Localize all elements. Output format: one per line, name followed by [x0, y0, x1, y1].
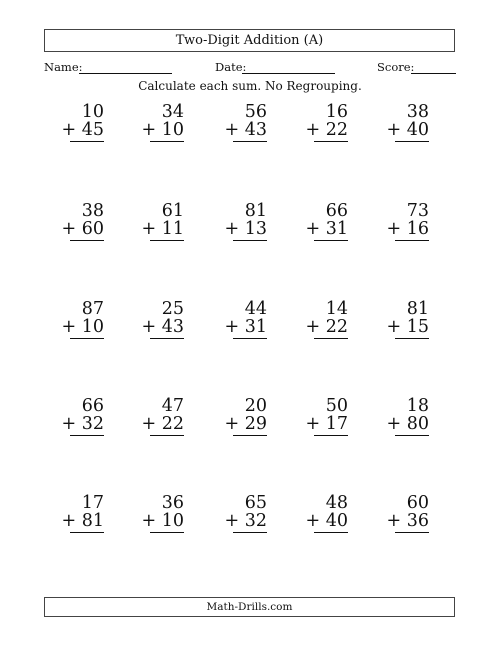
addend-bottom: + 17 [305, 414, 348, 434]
addend-bottom: + 60 [61, 219, 104, 239]
sum-line [70, 532, 104, 533]
addend-top: 18 [406, 396, 429, 416]
addend-top: 47 [161, 396, 184, 416]
sum-line [233, 338, 267, 339]
sum-line [150, 240, 184, 241]
addend-top: 16 [325, 102, 348, 122]
problem [126, 202, 184, 241]
sum-line [314, 338, 348, 339]
sum-line [395, 240, 429, 241]
addend-bottom: + 36 [386, 511, 429, 531]
sum-line [70, 240, 104, 241]
problem [209, 202, 267, 241]
sum-line [150, 141, 184, 142]
sum-line [233, 532, 267, 533]
addend-bottom: + 29 [224, 414, 267, 434]
addend-top: 81 [406, 299, 429, 319]
worksheet-title-box [44, 29, 455, 52]
problem [209, 300, 267, 339]
sum-line [150, 435, 184, 436]
addend-bottom: + 22 [141, 414, 184, 434]
addend-bottom: + 15 [386, 317, 429, 337]
date-label: Date: [215, 60, 247, 74]
problem [46, 300, 104, 339]
addend-top: 17 [81, 493, 104, 513]
addend-top: 14 [325, 299, 348, 319]
sum-line [314, 240, 348, 241]
problem [371, 300, 429, 339]
addend-bottom: + 31 [224, 317, 267, 337]
sum-line [70, 435, 104, 436]
problem [371, 103, 429, 142]
problem [290, 494, 348, 533]
addend-bottom: + 40 [386, 120, 429, 140]
problem [209, 397, 267, 436]
problem [126, 103, 184, 142]
sum-line [395, 141, 429, 142]
addend-bottom: + 16 [386, 219, 429, 239]
sum-line [395, 435, 429, 436]
addend-top: 38 [406, 102, 429, 122]
sum-line [314, 435, 348, 436]
name-label: Name: [44, 60, 83, 74]
addend-top: 25 [161, 299, 184, 319]
footer-box [44, 597, 455, 617]
addend-bottom: + 22 [305, 120, 348, 140]
addend-top: 34 [161, 102, 184, 122]
problem [209, 103, 267, 142]
addend-bottom: + 80 [386, 414, 429, 434]
score-line[interactable] [411, 73, 456, 74]
problem [290, 202, 348, 241]
problem [290, 103, 348, 142]
addend-bottom: + 10 [61, 317, 104, 337]
sum-line [314, 141, 348, 142]
addend-bottom: + 10 [141, 120, 184, 140]
worksheet-title: Two-Digit Addition (A) [175, 33, 324, 48]
sum-line [233, 141, 267, 142]
addend-bottom: + 32 [224, 511, 267, 531]
addend-top: 36 [161, 493, 184, 513]
addend-bottom: + 43 [224, 120, 267, 140]
sum-line [395, 532, 429, 533]
addend-bottom: + 22 [305, 317, 348, 337]
score-label: Score: [377, 60, 415, 74]
sum-line [395, 338, 429, 339]
addend-top: 48 [325, 493, 348, 513]
date-line[interactable] [242, 73, 335, 74]
problem [126, 494, 184, 533]
addend-top: 60 [406, 493, 429, 513]
problem [46, 103, 104, 142]
addend-bottom: + 81 [61, 511, 104, 531]
addend-bottom: + 31 [305, 219, 348, 239]
addend-top: 38 [81, 201, 104, 221]
addend-top: 20 [244, 396, 267, 416]
problem [371, 397, 429, 436]
addend-bottom: + 11 [141, 219, 184, 239]
sum-line [233, 435, 267, 436]
addend-top: 73 [406, 201, 429, 221]
problem [371, 202, 429, 241]
addend-top: 66 [325, 201, 348, 221]
problem [46, 202, 104, 241]
problem [46, 494, 104, 533]
addend-top: 65 [244, 493, 267, 513]
sum-line [70, 338, 104, 339]
name-line[interactable] [79, 73, 172, 74]
sum-line [233, 240, 267, 241]
problem [290, 300, 348, 339]
problem [209, 494, 267, 533]
sum-line [314, 532, 348, 533]
sum-line [150, 338, 184, 339]
sum-line [150, 532, 184, 533]
addend-top: 66 [81, 396, 104, 416]
addend-bottom: + 32 [61, 414, 104, 434]
sum-line [70, 141, 104, 142]
problem [46, 397, 104, 436]
footer-site: Math-Drills.com [206, 601, 293, 613]
addend-bottom: + 13 [224, 219, 267, 239]
addend-top: 44 [244, 299, 267, 319]
addend-bottom: + 10 [141, 511, 184, 531]
addend-top: 50 [325, 396, 348, 416]
addend-top: 56 [244, 102, 267, 122]
addend-bottom: + 45 [61, 120, 104, 140]
problem [126, 397, 184, 436]
addend-top: 87 [81, 299, 104, 319]
problem [126, 300, 184, 339]
problem [290, 397, 348, 436]
addend-top: 61 [161, 201, 184, 221]
problem [371, 494, 429, 533]
addend-bottom: + 43 [141, 317, 184, 337]
instructions: Calculate each sum. No Regrouping. [138, 79, 362, 93]
addend-top: 81 [244, 201, 267, 221]
addend-top: 10 [81, 102, 104, 122]
addend-bottom: + 40 [305, 511, 348, 531]
